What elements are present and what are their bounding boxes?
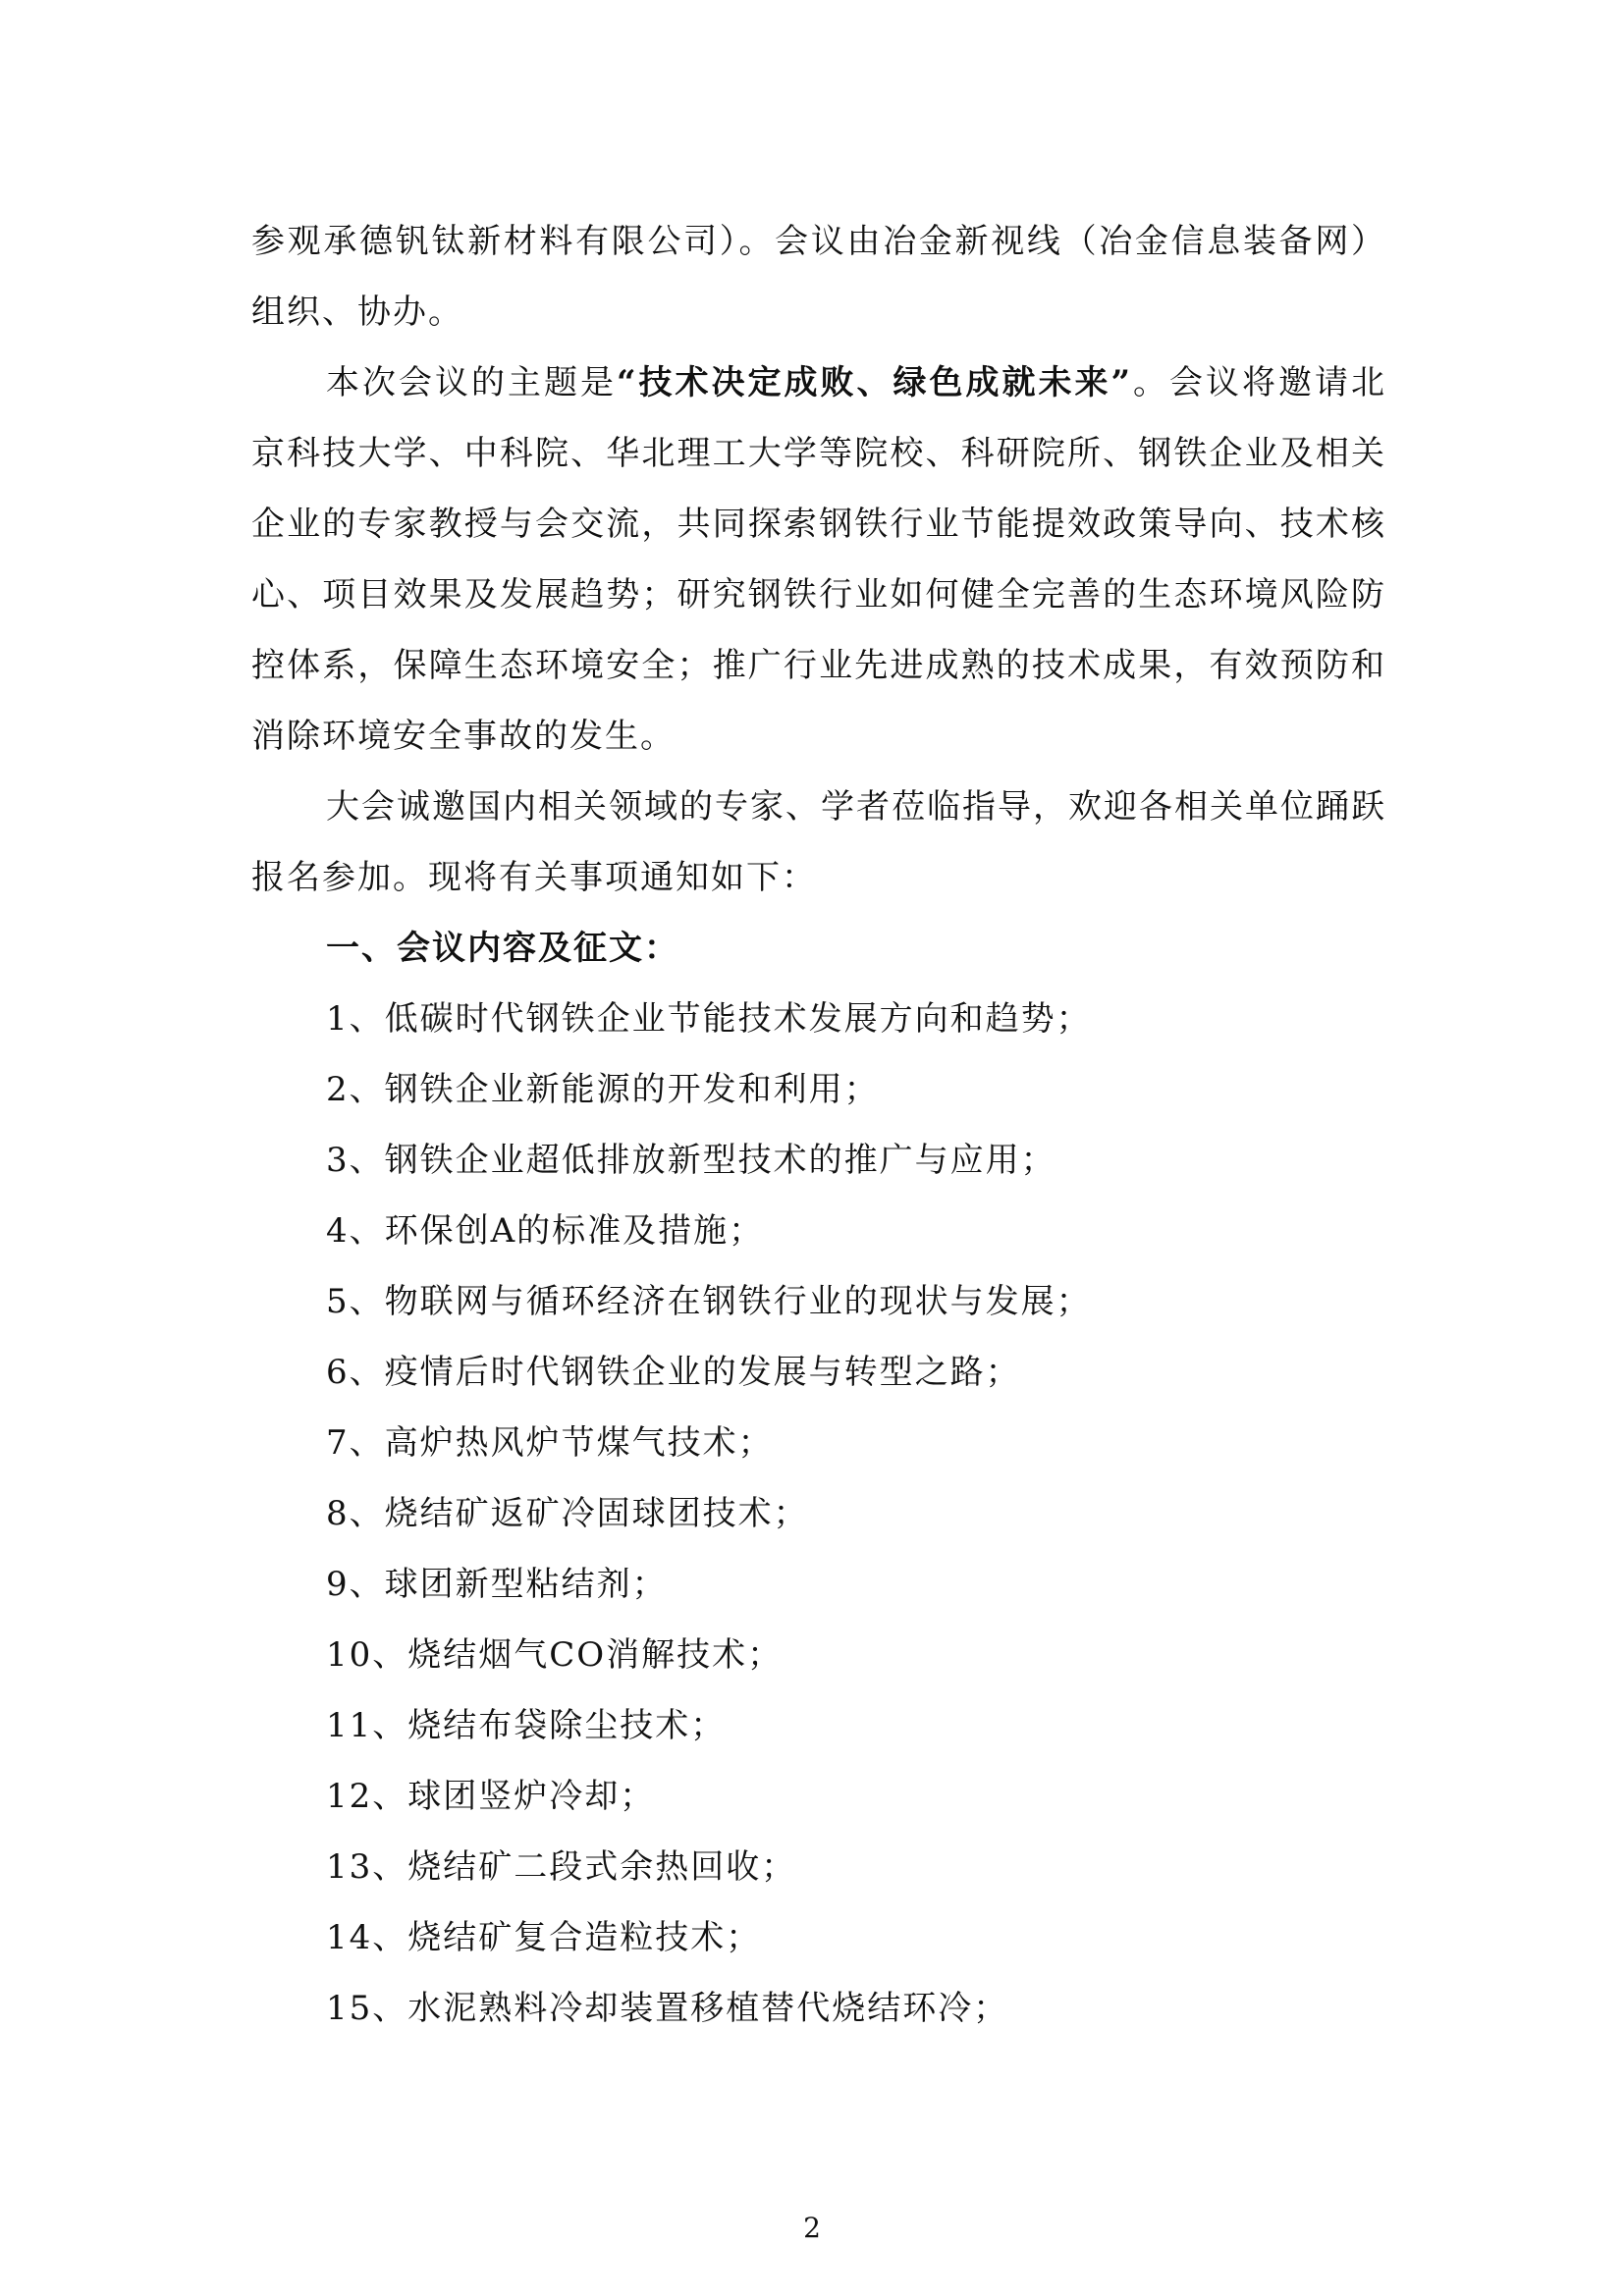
list-item: 12、球团竖炉冷却； xyxy=(326,1777,656,1816)
paragraph-text: 本次会议的主题是 xyxy=(326,363,617,402)
paragraph-theme xyxy=(251,347,1386,772)
paragraph-invitation xyxy=(251,772,1386,913)
list-item: 7、高炉热风炉节煤气技术； xyxy=(326,1423,774,1463)
list-item: 3、钢铁企业超低排放新型技术的推广与应用； xyxy=(326,1141,1056,1180)
paragraph-text: 参观承德钒钛新材料有限公司）。会议由冶金新视线（冶金信息装备网）组织、协办。 xyxy=(251,222,1386,332)
theme-highlight: “技术决定成败、绿色成就未来” xyxy=(616,363,1133,402)
list-item: 10、烧结烟气CO消解技术； xyxy=(326,1635,784,1675)
page-number: 2 xyxy=(803,2212,821,2244)
list-item: 2、钢铁企业新能源的开发和利用； xyxy=(326,1070,880,1109)
list-item: 9、球团新型粘结剂； xyxy=(326,1565,668,1604)
list-item: 14、烧结矿复合造粒技术； xyxy=(326,1918,762,1957)
list-item: 15、水泥熟料冷却装置移植替代烧结环冷； xyxy=(326,1989,1009,2028)
list-item: 1、低碳时代钢铁企业节能技术发展方向和趋势； xyxy=(326,999,1092,1039)
paragraph-text: 大会诚邀国内相关领域的专家、学者莅临指导，欢迎各相关单位踊跃报名参加。现将有关事项通知如下： xyxy=(251,787,1386,897)
list-item: 11、烧结布袋除尘技术； xyxy=(326,1706,727,1745)
list-item: 4、环保创A的标准及措施； xyxy=(326,1211,765,1251)
paragraph-intro-continuation xyxy=(251,206,1386,347)
list-item: 5、物联网与循环经济在钢铁行业的现状与发展； xyxy=(326,1282,1092,1321)
document-body xyxy=(251,206,1386,2044)
topic-list xyxy=(251,984,1386,2044)
section-heading: 一、会议内容及征文： xyxy=(326,929,679,968)
list-item: 8、烧结矿返矿冷固球团技术； xyxy=(326,1494,809,1533)
list-item: 13、烧结矿二段式余热回收； xyxy=(326,1847,797,1887)
list-item: 6、疫情后时代钢铁企业的发展与转型之路； xyxy=(326,1353,1021,1392)
paragraph-text: 。会议将邀请北京科技大学、中科院、华北理工大学等院校、科研院所、钢铁企业及相关企业的专家教授与会交流，共同探索钢铁行业节能提效政策导向、技术核心、项目效果及发展趋势；研究钢铁行业如何健全完善的生态环境风险防控体系，保障生态环境安全；推广行业先进成熟的技术成果，有效预防和消除环境安全事故的发生。 xyxy=(251,363,1387,756)
